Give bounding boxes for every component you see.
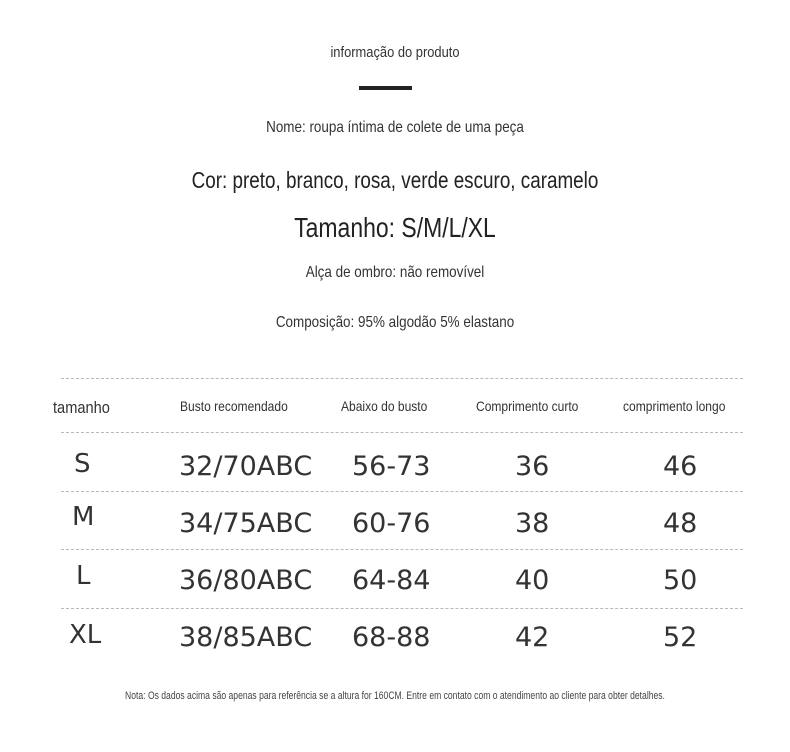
size-cell: L [76,561,91,591]
long-length-cell: 48 [663,508,698,539]
product-composition: Composição: 95% algodão 5% elastano [275,314,515,331]
short-length-cell: 38 [515,508,550,539]
short-length-cell: 42 [515,622,550,653]
size-cell: S [74,449,91,479]
underbust-cell: 56-73 [352,451,431,482]
bust-cell: 32/70ABC [179,451,313,482]
header-comprimento-longo: comprimento longo [623,398,726,414]
table-divider [61,491,743,492]
long-length-cell: 46 [663,451,698,482]
bust-cell: 38/85ABC [179,622,313,653]
table-divider [61,432,743,433]
underbust-cell: 68-88 [352,622,431,653]
underbust-cell: 60-76 [352,508,431,539]
header-tamanho: tamanho [53,398,110,417]
size-cell: M [72,502,95,532]
product-sizes: Tamanho: S/M/L/XL [294,212,496,243]
long-length-cell: 50 [663,565,698,596]
header-comprimento-curto: Comprimento curto [476,398,579,414]
title-underline [359,86,412,90]
product-name: Nome: roupa íntima de colete de uma peça [266,119,524,136]
reference-note: Nota: Os dados acima são apenas para referência se a altura for 160CM. Entre em contato com o atendimento ao cliente para obter detalhes. [125,690,665,702]
bust-cell: 36/80ABC [179,565,313,596]
product-strap: Alça de ombro: não removível [305,264,485,281]
header-abaixo-do-busto: Abaixo do busto [341,398,428,414]
bust-cell: 34/75ABC [179,508,313,539]
table-divider [61,378,743,379]
short-length-cell: 40 [515,565,550,596]
table-divider [61,549,743,550]
long-length-cell: 52 [663,622,698,653]
product-info-title: informação do produto [330,44,460,61]
size-cell: XL [69,620,102,650]
short-length-cell: 36 [515,451,550,482]
table-divider [61,608,743,609]
underbust-cell: 64-84 [352,565,431,596]
product-colors: Cor: preto, branco, rosa, verde escuro, caramelo [191,167,599,193]
header-busto-recomendado: Busto recomendado [180,398,288,414]
